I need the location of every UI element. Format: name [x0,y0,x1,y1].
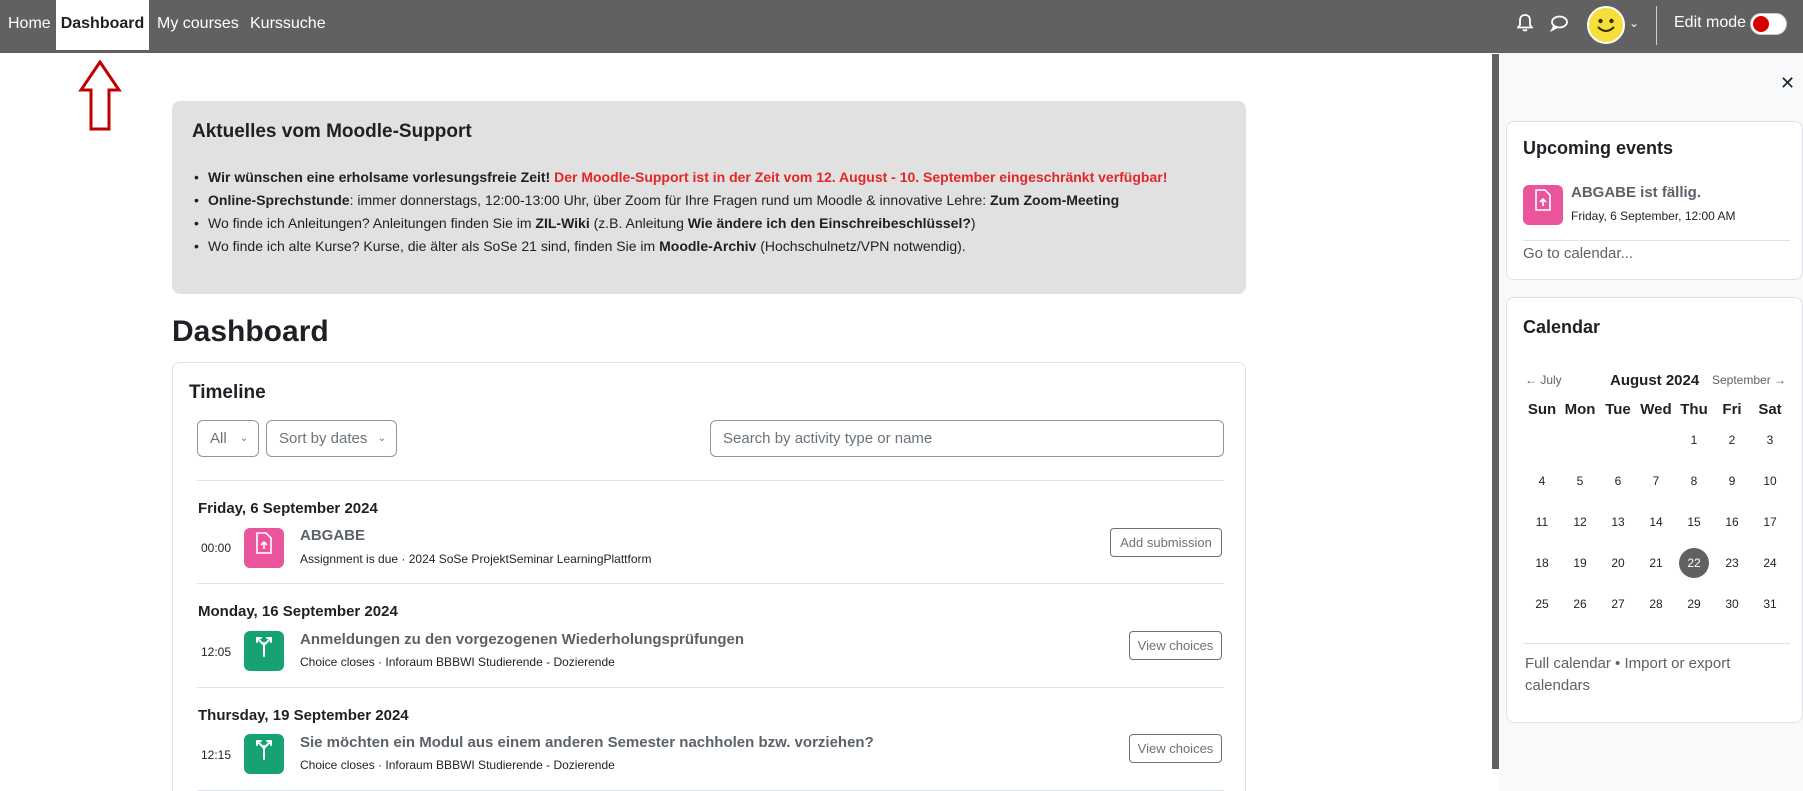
activity-meta: Assignment is due · 2024 SoSe ProjektSeminar LearningPlattform [300,552,652,566]
calendar-day[interactable] [1561,474,1599,488]
calendar-day[interactable] [1561,597,1599,611]
import-export-calendars-link[interactable]: Import or export calendars [1525,655,1731,694]
calendar-day[interactable] [1751,433,1789,447]
notice-item [192,235,1226,258]
notice-bold-text: Online-Sprechstunde [208,192,350,208]
day-number: 5 [1576,473,1584,488]
activity-meta: Choice closes · Inforaum BBBWI Studierende - Dozierende [300,758,615,772]
timeline-date-heading: Monday, 16 September 2024 [198,603,398,620]
calendar-day[interactable] [1637,556,1675,570]
support-notice-box [172,101,1246,294]
filter-label: All [210,430,227,447]
calendar-day[interactable] [1523,515,1561,529]
calendar-day[interactable] [1561,556,1599,570]
calendar-day[interactable] [1523,597,1561,611]
footer-separator: • [1610,655,1625,672]
activity-name-link[interactable]: Sie möchten ein Modul aus einem anderen Semester nachholen bzw. vorziehen? [300,734,874,751]
calendar-day[interactable] [1523,474,1561,488]
calendar-footer [1525,653,1790,697]
event-date: Friday, 6 September, 12:00 AM [1571,209,1736,223]
weekday-header: Mon [1564,400,1596,418]
view-choices-button[interactable]: View choices [1129,734,1222,763]
calendar-day[interactable] [1675,474,1713,488]
day-number: 3 [1766,432,1774,447]
full-calendar-link[interactable]: Full calendar [1525,655,1611,672]
weekday-header: Fri [1722,400,1742,418]
nav-home[interactable]: Home [8,15,51,32]
calendar-day[interactable] [1637,515,1675,529]
day-number: 22 [1679,548,1709,578]
add-submission-button[interactable]: Add submission [1110,528,1222,557]
day-number: 25 [1535,596,1549,611]
day-number: 10 [1763,473,1777,488]
weekday-header: Tue [1605,400,1631,418]
assignment-upload-icon [1523,185,1563,225]
nav-my-courses[interactable]: My courses [157,15,239,32]
calendar-day[interactable] [1751,515,1789,529]
notice-item [192,212,1226,235]
close-icon[interactable]: ✕ [1780,73,1796,93]
weekday-header: Wed [1640,400,1672,418]
divider [197,583,1224,584]
calendar-day[interactable] [1713,515,1751,529]
activity-name-link[interactable]: ABGABE [300,527,366,544]
prev-month-label: July [1540,373,1562,387]
day-number: 14 [1649,514,1663,529]
calendar-day[interactable] [1751,556,1789,570]
zoom-meeting-link[interactable]: Zum Zoom-Meeting [990,192,1120,208]
chevron-down-icon: ⌄ [377,433,386,444]
nav-dashboard[interactable]: Dashboard [56,0,149,50]
choice-signpost-icon[interactable] [244,734,284,774]
notice-title: Aktuelles vom Moodle-Support [192,121,472,142]
event-time: 12:05 [201,645,232,659]
zil-wiki-link[interactable]: ZIL-Wiki [535,215,590,231]
timeline-date-heading: Thursday, 19 September 2024 [198,707,409,724]
user-avatar[interactable] [1587,6,1625,44]
day-number: 19 [1573,555,1587,570]
day-number: 7 [1652,473,1660,488]
notice-red-text: Der Moodle-Support ist in der Zeit vom 12. August - 10. September eingeschränkt verfügbar! [550,169,1168,185]
timeline-sort-dropdown[interactable] [266,420,397,457]
calendar-weekday-row [1523,399,1789,419]
day-number: 20 [1611,555,1625,570]
event-name-link[interactable]: ABGABE ist fällig. [1571,184,1702,201]
notice-item [192,166,1226,189]
edit-mode-toggle[interactable] [1750,13,1787,35]
arrow-left-icon: ← [1525,373,1537,387]
calendar-day[interactable] [1599,556,1637,570]
calendar-day[interactable] [1637,474,1675,488]
calendar-week-row [1523,419,1789,460]
calendar-week-row [1523,542,1789,583]
day-number: 8 [1690,473,1698,488]
calendar-week-row [1523,583,1789,624]
day-number: 11 [1535,514,1549,529]
activity-meta: Choice closes · Inforaum BBBWI Studierende - Dozierende [300,655,615,669]
calendar-day[interactable] [1675,597,1713,611]
day-number: 13 [1611,514,1625,529]
day-number: 17 [1763,514,1777,529]
event-time: 00:00 [201,541,232,555]
chat-bubble-icon[interactable] [1550,14,1568,37]
divider [197,687,1224,688]
divider [197,480,1224,481]
calendar-day[interactable] [1561,515,1599,529]
day-number: 15 [1687,514,1701,529]
chevron-down-icon[interactable]: ⌄ [1629,16,1640,30]
weekday-header: Thu [1680,400,1708,418]
calendar-week-row [1523,460,1789,501]
calendar-day[interactable] [1599,515,1637,529]
timeline-title: Timeline [189,382,266,403]
edit-mode-label: Edit mode [1674,14,1747,31]
day-number: 18 [1535,555,1549,570]
top-navbar [0,0,1803,53]
smiley-face-icon [1589,8,1623,42]
calendar-day[interactable] [1751,597,1789,611]
day-number: 9 [1728,473,1736,488]
block-title: Calendar [1523,317,1601,337]
day-number: 12 [1573,514,1587,529]
block-title: Upcoming events [1523,138,1674,158]
annotation-arrow-up-icon [78,60,122,136]
calendar-day[interactable] [1713,556,1751,570]
chevron-down-icon: ⌄ [239,433,248,444]
current-month: August 2024 [1610,372,1700,389]
next-month-label: September [1712,373,1771,387]
moodle-archive-link[interactable]: Moodle-Archiv [659,238,757,254]
day-number: 23 [1725,555,1739,570]
enrolment-key-guide-link[interactable]: Wie ändere ich den Einschreibeschlüssel? [687,215,971,231]
page-title: Dashboard [172,315,329,348]
calendar-day[interactable] [1637,597,1675,611]
notice-text: : immer donnerstags, 12:00-13:00 Uhr, über Zoom für Ihre Fragen rund um Moodle & innovative Lehre: [349,192,991,208]
divider [1523,643,1790,644]
calendar-day[interactable] [1599,474,1637,488]
timeline-filter-dropdown[interactable] [197,420,259,457]
toggle-knob [1753,16,1769,32]
day-number: 30 [1725,596,1739,611]
upcoming-events-block [1506,121,1803,280]
notice-text: (Hochschulnetz/VPN notwendig). [756,238,966,254]
day-number: 1 [1690,432,1698,447]
nav-kurssuche[interactable]: Kurssuche [250,15,326,32]
notice-text: (z.B. Anleitung [589,215,688,231]
assignment-upload-icon[interactable] [244,528,284,568]
weekday-header: Sun [1527,400,1557,418]
event-time: 12:15 [201,748,232,762]
bell-icon[interactable] [1517,14,1533,37]
day-number: 21 [1649,555,1663,570]
drawer-scrollbar[interactable] [1492,54,1499,769]
day-number: 26 [1573,596,1587,611]
arrow-right-icon: → [1774,373,1787,387]
day-number: 27 [1611,596,1625,611]
day-number: 2 [1728,432,1736,447]
prev-month-link[interactable] [1525,373,1562,387]
day-number: 31 [1763,596,1777,611]
day-number: 16 [1725,514,1739,529]
timeline-search-input[interactable] [710,420,1224,457]
notice-text: Wo finde ich alte Kurse? Kurse, die älter als SoSe 21 sind, finden Sie im [208,238,660,254]
calendar-day[interactable] [1751,474,1789,488]
notice-text: Wo finde ich Anleitungen? Anleitungen finden Sie im [208,215,536,231]
calendar-day[interactable] [1599,597,1637,611]
timeline-date-heading: Friday, 6 September 2024 [198,500,378,517]
divider [1523,240,1790,241]
day-number: 24 [1763,555,1777,570]
calendar-today[interactable] [1675,548,1713,578]
notice-text: ) [970,215,976,231]
notice-list [192,166,1226,258]
choice-signpost-icon[interactable] [244,631,284,671]
day-number: 28 [1649,596,1663,611]
calendar-day[interactable] [1713,474,1751,488]
calendar-block [1506,297,1803,723]
day-number: 4 [1538,473,1546,488]
go-to-calendar-link[interactable]: Go to calendar... [1523,245,1634,262]
calendar-week-row [1523,501,1789,542]
calendar-day[interactable] [1675,515,1713,529]
calendar-day[interactable] [1675,433,1713,447]
day-number: 29 [1687,596,1701,611]
weekday-header: Sat [1758,400,1782,418]
notice-bold-text: Wir wünschen eine erholsame vorlesungsfreie Zeit! [208,169,551,185]
activity-name-link[interactable]: Anmeldungen zu den vorgezogenen Wiederholungsprüfungen [300,631,745,648]
nav-divider [1656,6,1657,45]
notice-item [192,189,1226,212]
calendar-day[interactable] [1713,597,1751,611]
view-choices-button[interactable]: View choices [1129,631,1222,660]
calendar-day[interactable] [1523,556,1561,570]
calendar-grid [1523,399,1789,624]
next-month-link[interactable] [1712,373,1786,387]
sort-label: Sort by dates [279,430,368,447]
calendar-day[interactable] [1713,433,1751,447]
timeline-block [172,362,1246,791]
day-number: 6 [1614,473,1622,488]
